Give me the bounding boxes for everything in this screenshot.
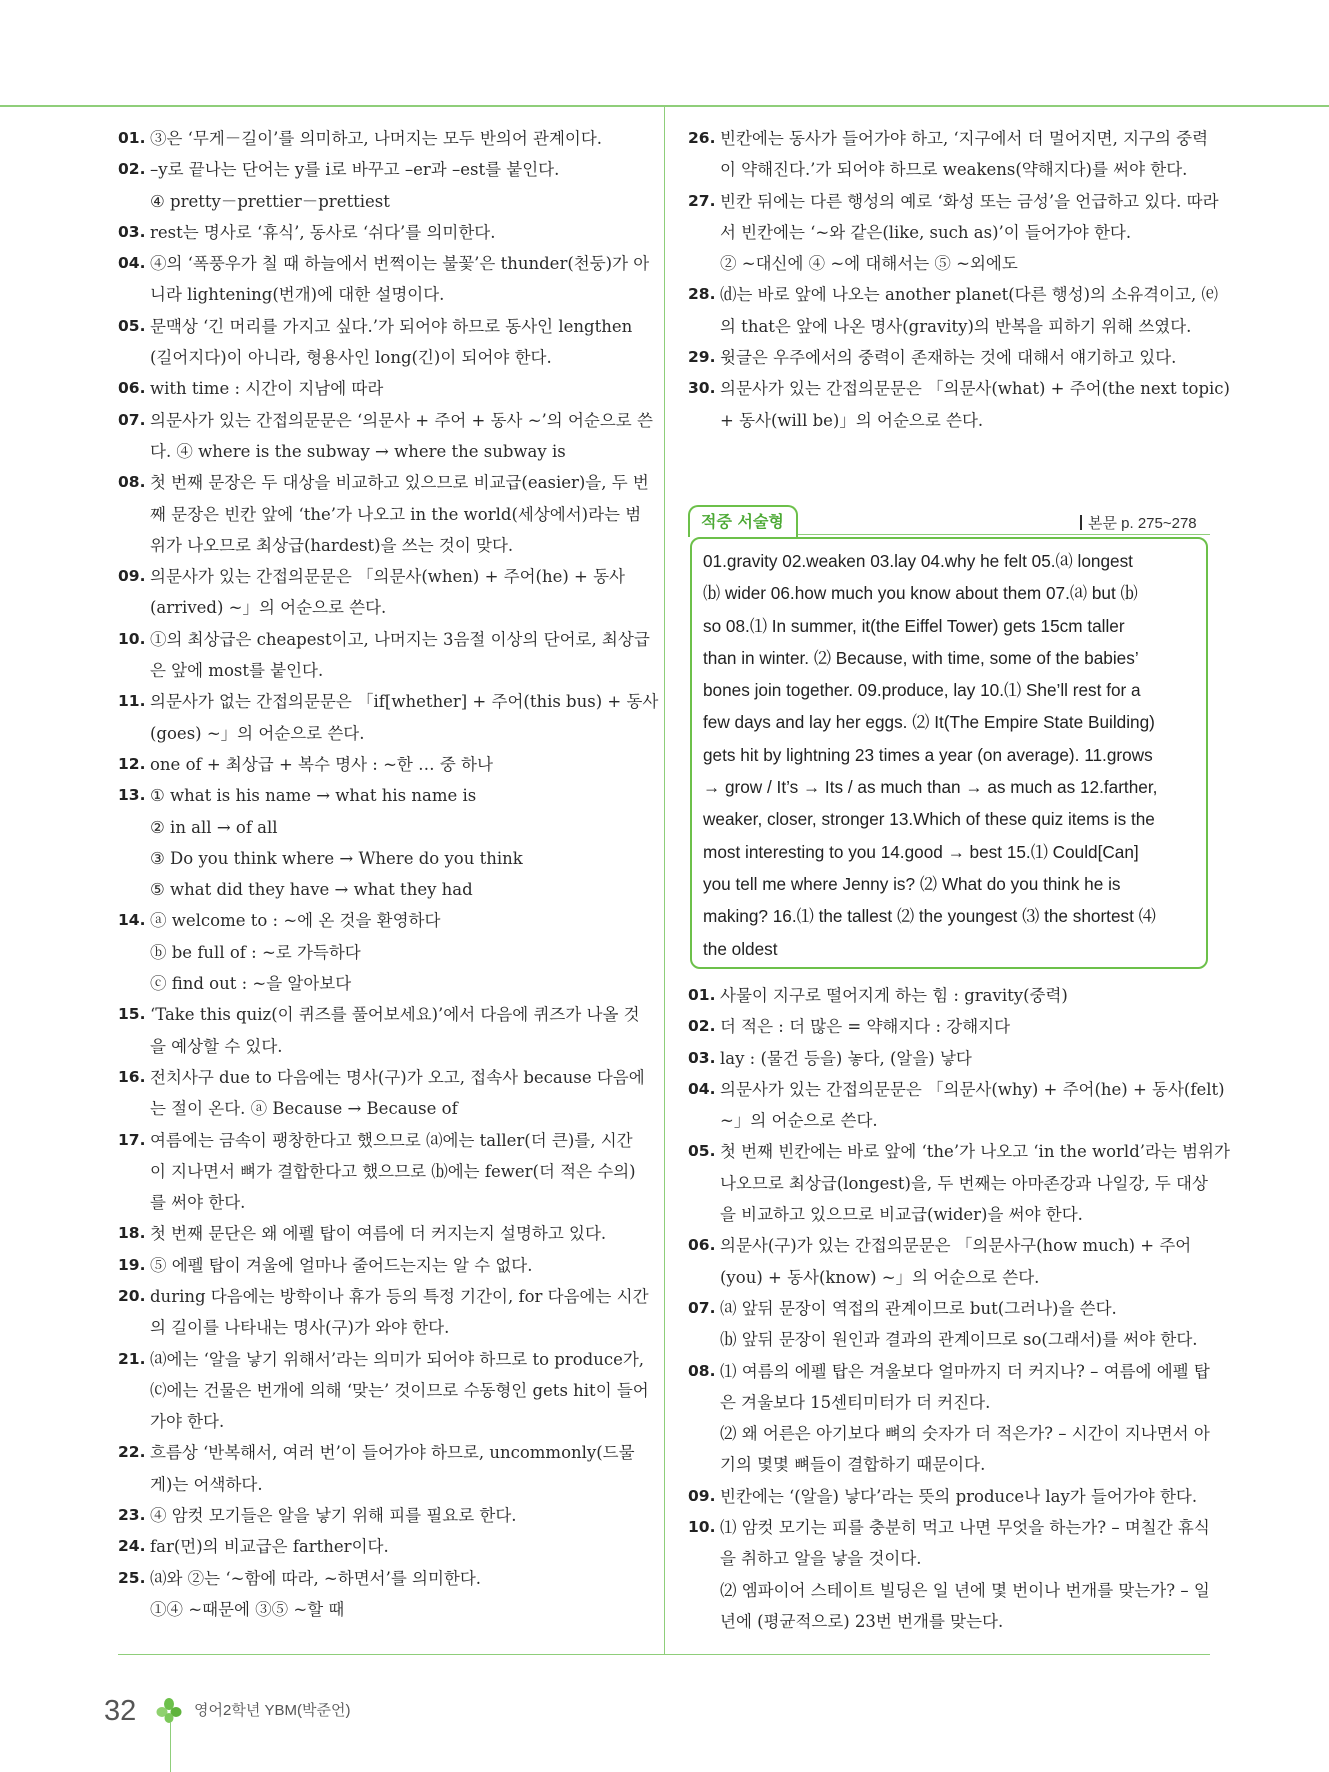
item-number: 11.: [118, 692, 146, 711]
explanation-line: 여름에는 금속이 팽창한다고 했으므로 ⒜에는 taller(더 큰)를, 시간: [150, 1130, 633, 1150]
explanation-line: ④의 ‘폭풍우가 칠 때 하늘에서 번쩍이는 불꽃’은 thunder(천둥)가 아: [150, 254, 650, 274]
answer-item: [118, 373, 644, 404]
item-explanation: [150, 686, 658, 749]
explanation-line: 의문사가 있는 간접의문문은 「의문사(what) + 주어(the next topic): [720, 379, 1230, 399]
answer-key-line: you tell me where Jenny is? ⑵ What do you think he is: [703, 873, 1121, 894]
item-number: 10.: [118, 629, 146, 648]
answer-item: [118, 467, 649, 561]
explanation-line: 가야 한다.: [150, 1412, 225, 1432]
explanation-line: 문맥상 ‘긴 머리를 가지고 싶다.’가 되어야 하므로 동사인 lengthen: [150, 316, 633, 336]
item-explanation: [150, 405, 653, 468]
item-number: 16.: [118, 1067, 146, 1086]
item-explanation: [150, 1125, 644, 1219]
explanation-line: 흐름상 ‘반복해서, 여러 번’이 들어가야 하므로, uncommonly(드물: [150, 1443, 635, 1463]
explanation-line: (goes) ~」의 어순으로 쓴다.: [150, 723, 365, 743]
item-number: 14.: [118, 911, 146, 930]
answer-key-line: bones join together. 09.produce, lay 10.⑴ She’ll rest for a: [703, 680, 1141, 701]
explanation-line: 첫 번째 문단은 왜 에펠 탑이 여름에 더 커지는지 설명하고 있다.: [150, 1224, 607, 1244]
item-explanation: [150, 1344, 649, 1438]
answer-key-line: so 08.⑴ In summer, it(the Eiffel Tower) gets 15cm taller: [703, 615, 1125, 636]
explanation-line: 게)는 어색하다.: [150, 1474, 263, 1494]
section-tab-title: 적중 서술형: [688, 505, 798, 537]
item-explanation: [720, 1074, 1225, 1137]
explanation-line: 은 겨울보다 15센티미터가 더 커진다.: [720, 1392, 991, 1412]
answer-item: [688, 1356, 1213, 1481]
explanation-line: ⑤ what did they have → what they had: [150, 880, 473, 900]
explanation-line: 의문사가 있는 간접의문문은 「의문사(when) + 주어(he) + 동사: [150, 567, 625, 587]
explanation-line: 첫 번째 빈칸에는 바로 앞에 ‘the’가 나오고 ‘in the world’라는 범위가: [720, 1142, 1230, 1162]
explanation-line: ⒜ 앞뒤 문장이 역접의 관계이므로 but(그러나)을 쓴다.: [720, 1298, 1117, 1318]
section-ref-text: 본문 p. 275~278: [1088, 515, 1197, 532]
answer-item: [118, 405, 653, 468]
answer-item: [118, 624, 650, 687]
answer-item: [118, 154, 644, 217]
explanation-line: 의 길이를 나타내는 명사(구)가 와야 한다.: [150, 1318, 450, 1338]
item-explanation: [720, 1136, 1230, 1230]
item-number: 08.: [118, 473, 146, 492]
item-explanation: [150, 154, 644, 217]
answer-key-line: 01.gravity 02.weaken 03.lay 04.why he felt 05.⒜ longest: [703, 551, 1133, 571]
answer-item: [688, 373, 1230, 436]
item-number: 08.: [688, 1361, 716, 1380]
explanation-line: ② ~대신에 ④ ~에 대해서는 ⑤ ~외에도: [720, 254, 1018, 274]
explanation-line: 의문사가 있는 간접의문문은 ‘의문사 + 주어 + 동사 ~’의 어순으로 쓴: [150, 410, 653, 430]
explanation-line: 의문사(구)가 있는 간접의문문은 「의문사구(how much) + 주어: [720, 1236, 1192, 1256]
item-explanation: [150, 561, 644, 624]
item-number: 21.: [118, 1349, 146, 1368]
answer-item: [118, 217, 644, 248]
answer-item: [118, 1281, 649, 1344]
answer-item: [118, 1218, 644, 1249]
explanation-line: during 다음에는 방학이나 휴가 등의 특정 기간이, for 다음에는 시간: [150, 1286, 649, 1306]
item-explanation: [720, 373, 1230, 436]
explanation-line: 이 지나면서 뼈가 결합한다고 했으므로 ⒝에는 fewer(더 적은 수의): [150, 1161, 636, 1181]
answer-item: [118, 1500, 644, 1531]
book-title: 영어2학년 YBM(박준언): [194, 1702, 351, 1719]
explanation-line: 나오므로 최상급(longest)을, 두 번째는 아마존강과 나일강, 두 대상: [720, 1173, 1208, 1193]
answer-box: [690, 537, 1208, 969]
left-column: [118, 123, 659, 1625]
item-explanation: [720, 1356, 1213, 1481]
item-explanation: [150, 999, 644, 1062]
right-column-bottom: [688, 980, 1230, 1637]
bottom-divider: [118, 1654, 1210, 1655]
answer-item: [118, 686, 659, 749]
explanation-line: (you) + 동사(know) ~」의 어순으로 쓴다.: [720, 1267, 1040, 1287]
answer-item: [118, 1062, 644, 1125]
explanation-line: ⑵ 왜 어른은 아기보다 뼈의 숫자가 더 적은가? – 시간이 지나면서 아: [720, 1424, 1210, 1444]
item-explanation: [150, 1218, 644, 1249]
item-explanation: [720, 1230, 1213, 1293]
item-number: 12.: [118, 754, 146, 773]
answer-item: [118, 123, 644, 154]
item-explanation: [720, 186, 1219, 280]
explanation-line: ③은 ‘무게－길이’를 의미하고, 나머지는 모두 반의어 관계이다.: [150, 129, 603, 148]
item-number: 06.: [688, 1236, 716, 1255]
explanation-line: with time : 시간이 지남에 따라: [150, 379, 384, 399]
item-number: 17.: [118, 1130, 146, 1149]
explanation-line: ⒟는 바로 앞에 나오는 another planet(다른 행성)의 소유격이고, ⒠: [720, 285, 1218, 305]
answer-item: [688, 279, 1218, 342]
item-number: 07.: [118, 410, 146, 429]
answer-key-line: the oldest: [703, 938, 778, 959]
item-number: 13.: [118, 786, 146, 805]
explanation-line: 기의 몇몇 뼈들이 결합하기 때문이다.: [720, 1455, 986, 1475]
answer-item: [118, 905, 644, 999]
page-number: 32: [104, 1695, 137, 1727]
explanation-line: 의문사가 있는 간접의문문은 「의문사(why) + 주어(he) + 동사(felt): [720, 1079, 1225, 1099]
explanation-line: 는 절이 온다. ⓐ Because → Because of: [150, 1099, 458, 1119]
explanation-line: 이 약해진다.’가 되어야 하므로 weakens(약해지다)를 써야 한다.: [720, 160, 1188, 180]
item-number: 27.: [688, 191, 716, 210]
answer-item: [118, 1531, 644, 1562]
explanation-line: far(먼)의 비교급은 farther이다.: [150, 1537, 389, 1557]
item-explanation: [720, 279, 1218, 342]
explanation-line: 째 문장은 빈칸 앞에 ‘the’가 나오고 in the world(세상에서)라는 범: [150, 504, 642, 524]
explanation-line: 의 that은 앞에 나온 명사(gravity)의 반복을 피하기 위해 쓰였다.: [720, 316, 1192, 336]
item-explanation: [150, 373, 644, 404]
answer-key-line: weaker, closer, stronger 13.Which of these quiz items is the: [703, 809, 1155, 830]
explanation-line: ⓐ welcome to : ~에 온 것을 환영하다: [150, 911, 441, 931]
item-number: 01.: [118, 129, 146, 147]
item-number: 25.: [118, 1568, 146, 1587]
item-number: 22.: [118, 1443, 146, 1462]
column-divider: [664, 106, 665, 1654]
item-explanation: [150, 467, 649, 561]
explanation-line: 빈칸 뒤에는 다른 행성의 예로 ‘화성 또는 금성’을 언급하고 있다. 따라: [720, 191, 1219, 211]
explanation-line: 사물이 지구로 떨어지게 하는 힘 : gravity(중력): [720, 986, 1068, 1005]
item-explanation: [150, 780, 644, 905]
answer-item: [688, 342, 1213, 373]
explanation-line: 을 예상할 수 있다.: [150, 1036, 283, 1056]
item-number: 23.: [118, 1506, 146, 1525]
explanation-line: ⑴ 암컷 모기는 피를 충분히 먹고 나면 무엇을 하는가? – 며칠간 휴식: [720, 1518, 1210, 1538]
answer-item: [118, 999, 644, 1062]
item-explanation: [150, 749, 644, 780]
item-number: 24.: [118, 1537, 146, 1556]
explanation-line: ⓒ find out : ~을 알아보다: [150, 974, 352, 994]
answer-item: [118, 1125, 644, 1219]
explanation-line: ⒞에는 건물은 번개에 의해 ‘맞는’ 것이므로 수동형인 gets hit이 들어: [150, 1380, 649, 1400]
ref-bar: [1080, 515, 1082, 530]
explanation-line: 전치사구 due to 다음에는 명사(구)가 오고, 접속사 because 다음에: [150, 1067, 645, 1087]
answer-item: [688, 1230, 1213, 1293]
answer-key-line: gets hit by lightning 23 times a year (on average). 11.grows: [703, 744, 1153, 765]
explanation-line: ⑴ 여름의 에펠 탑은 겨울보다 얼마까지 더 커지나? – 여름에 에펠 탑: [720, 1361, 1210, 1381]
explanation-line: ⒝ 앞뒤 문장이 원인과 결과의 관계이므로 so(그래서)를 써야 한다.: [720, 1330, 1198, 1350]
explanation-line: 을 비교하고 있으므로 비교급(wider)을 써야 한다.: [720, 1205, 1083, 1225]
explanation-line: ⓑ be full of : ~로 가득하다: [150, 942, 361, 962]
answer-item: [118, 749, 644, 780]
item-number: 05.: [688, 1142, 716, 1161]
item-explanation: [150, 1563, 644, 1626]
answer-item: [118, 1563, 644, 1626]
answer-item: [688, 1293, 1213, 1356]
answer-key-line: ⒝ wider 06.how much you know about them 07.⒜ but ⒝: [703, 583, 1138, 604]
item-explanation: [150, 624, 650, 687]
answer-item: [688, 980, 1213, 1011]
explanation-line: + 동사(will be)」의 어순으로 쓴다.: [720, 410, 984, 430]
item-explanation: [720, 1293, 1213, 1356]
explanation-line: ① what is his name → what his name is: [150, 786, 477, 806]
item-explanation: [150, 1531, 644, 1562]
explanation-line: 을 취하고 알을 낳을 것이다.: [720, 1549, 922, 1569]
item-explanation: [150, 1500, 644, 1531]
explanation-line: ⒜와 ②는 ‘~함에 따라, ~하면서’를 의미한다.: [150, 1568, 482, 1588]
explanation-line: (arrived) ~」의 어순으로 쓴다.: [150, 598, 387, 618]
explanation-line: (길어지다)이 아니라, 형용사인 long(긴)이 되어야 한다.: [150, 348, 552, 368]
explanation-line: ①의 최상급은 cheapest이고, 나머지는 3음절 이상의 단어로, 최상급: [150, 629, 650, 649]
answer-item: [118, 561, 644, 624]
explanation-line: ‘Take this quiz(이 퀴즈를 풀어보세요)’에서 다음에 퀴즈가 나올 것: [150, 1005, 640, 1025]
item-explanation: [150, 1437, 644, 1500]
item-number: 07.: [688, 1298, 716, 1317]
item-number: 28.: [688, 285, 716, 304]
answer-item: [688, 1136, 1230, 1230]
answer-item: [118, 248, 650, 311]
item-number: 03.: [118, 222, 146, 241]
answer-key-line: few days and lay her eggs. ⑵ It(The Empire State Building): [703, 712, 1155, 733]
footer-stem-line: [170, 1722, 171, 1772]
answer-item: [688, 1074, 1225, 1137]
explanation-line: 빈칸에는 동사가 들어가야 하고, ‘지구에서 더 멀어지면, 지구의 중력: [720, 129, 1209, 148]
answer-key-line: making? 16.⑴ the tallest ⑵ the youngest ⑶ the shortest ⑷: [703, 906, 1156, 927]
item-number: 02.: [118, 160, 146, 179]
explanation-line: rest는 명사로 ‘휴식’, 동사로 ‘쉬다’를 의미한다.: [150, 222, 496, 242]
explanation-line: 를 써야 한다.: [150, 1193, 246, 1213]
item-explanation: [150, 1062, 645, 1125]
explanation-line: 의문사가 없는 간접의문문은 「if[whether] + 주어(this bus) + 동사: [150, 692, 659, 712]
section-page-ref: [1080, 514, 1197, 534]
item-number: 09.: [118, 567, 146, 586]
explanation-line: ⑤ 에펠 탑이 겨울에 얼마나 줄어드는지는 알 수 없다.: [150, 1255, 533, 1275]
item-explanation: [150, 248, 649, 311]
item-explanation: [720, 1043, 1213, 1074]
explanation-line: 니라 lightening(번개)에 대한 설명이다.: [150, 285, 445, 305]
answer-item: [688, 1512, 1213, 1637]
answer-item: [688, 1481, 1213, 1512]
item-number: 02.: [688, 1017, 716, 1036]
item-explanation: [720, 123, 1213, 186]
explanation-line: ~」의 어순으로 쓴다.: [720, 1111, 878, 1131]
item-number: 03.: [688, 1048, 716, 1067]
item-number: 19.: [118, 1255, 146, 1274]
item-number: 10.: [688, 1518, 716, 1537]
answer-item: [688, 1043, 1213, 1074]
answer-item: [118, 780, 644, 905]
item-explanation: [720, 1512, 1213, 1637]
answer-item: [118, 1344, 649, 1438]
explanation-line: ⑵ 엠파이어 스테이트 빌딩은 일 년에 몇 번이나 번개를 맞는가? – 일: [720, 1580, 1210, 1600]
explanation-line: 년에 (평균적으로) 23번 번개를 맞는다.: [720, 1611, 1004, 1631]
answer-item: [688, 1011, 1213, 1042]
item-number: 04.: [688, 1079, 716, 1098]
answer-key-line: than in winter. ⑵ Because, with time, some of the babies’: [703, 647, 1139, 668]
explanation-line: ①④ ~때문에 ③⑤ ~할 때: [150, 1599, 345, 1619]
explanation-line: –y로 끝나는 단어는 y를 i로 바꾸고 –er과 –est를 붙인다.: [150, 160, 560, 180]
explanation-line: 윗글은 우주에서의 중력이 존재하는 것에 대해서 얘기하고 있다.: [720, 348, 1177, 368]
explanation-line: ④ 암컷 모기들은 알을 낳기 위해 피를 필요로 한다.: [150, 1506, 517, 1526]
right-column-top: [688, 123, 1230, 436]
item-number: 26.: [688, 129, 716, 147]
item-explanation: [720, 1011, 1213, 1042]
answer-item: [118, 311, 644, 374]
item-explanation: [720, 1481, 1213, 1512]
item-explanation: [150, 311, 644, 374]
item-number: 20.: [118, 1286, 146, 1305]
explanation-line: 첫 번째 문장은 두 대상을 비교하고 있으므로 비교급(easier)을, 두 번: [150, 473, 649, 493]
item-number: 29.: [688, 348, 716, 367]
explanation-line: ③ Do you think where → Where do you think: [150, 848, 523, 868]
item-explanation: [720, 980, 1213, 1011]
item-number: 04.: [118, 254, 146, 273]
answer-item: [118, 1250, 644, 1281]
item-number: 15.: [118, 1005, 146, 1024]
explanation-line: ⒜에는 ‘알을 낳기 위해서’라는 의미가 되어야 하므로 to produce가,: [150, 1349, 645, 1369]
item-explanation: [150, 905, 644, 999]
item-number: 30.: [688, 379, 716, 398]
item-number: 05.: [118, 316, 146, 335]
item-number: 09.: [688, 1486, 716, 1505]
explanation-line: 은 앞에 most를 붙인다.: [150, 661, 324, 681]
explanation-line: 다. ④ where is the subway → where the subway is: [150, 441, 566, 461]
answer-key-line: most interesting to you 14.good → best 15.⑴ Could[Can]: [703, 841, 1139, 862]
clover-leaf-icon: [156, 1697, 182, 1727]
item-number: 01.: [688, 986, 716, 1004]
answer-item: [688, 186, 1219, 280]
explanation-line: 서 빈칸에는 ‘~와 같은(like, such as)’이 들어가야 한다.: [720, 222, 1132, 242]
answer-item: [688, 123, 1213, 186]
explanation-line: ④ pretty－prettier－prettiest: [150, 191, 390, 211]
explanation-line: lay : (물건 등을) 놓다, (알을) 낳다: [720, 1048, 972, 1068]
explanation-line: 빈칸에는 ‘(알을) 낳다’라는 뜻의 produce나 lay가 들어가야 한다.: [720, 1486, 1198, 1506]
item-number: 06.: [118, 379, 146, 398]
answer-key-line: → grow / It’s → Its / as much than → as much as 12.farther,: [703, 777, 1158, 798]
item-explanation: [150, 217, 644, 248]
item-explanation: [150, 1250, 644, 1281]
item-explanation: [150, 1281, 649, 1344]
item-explanation: [720, 342, 1213, 373]
explanation-line: ② in all → of all: [150, 817, 278, 837]
explanation-line: one of + 최상급 + 복수 명사 : ~한 … 중 하나: [150, 754, 493, 774]
answer-item: [118, 1437, 644, 1500]
explanation-line: 위가 나오므로 최상급(hardest)을 쓰는 것이 맞다.: [150, 535, 514, 555]
explanation-line: 더 적은 : 더 많은 = 약해지다 : 강해지다: [720, 1017, 1011, 1037]
item-number: 18.: [118, 1224, 146, 1243]
item-explanation: [150, 123, 644, 154]
